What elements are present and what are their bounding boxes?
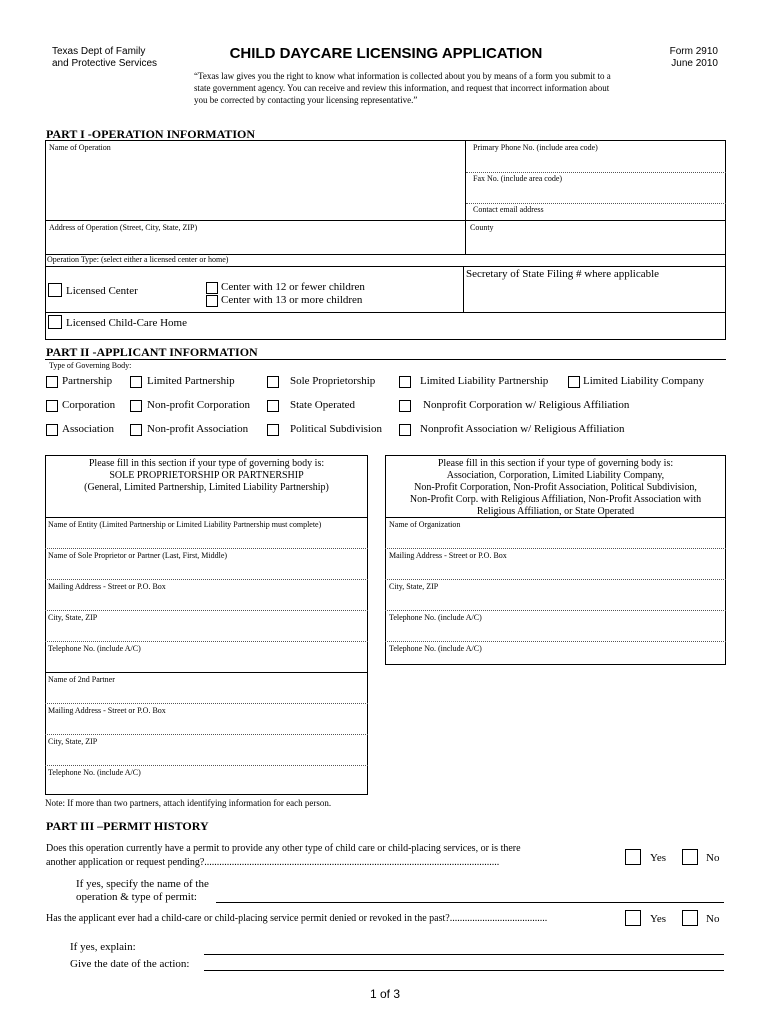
explain-label: If yes, explain: bbox=[70, 941, 136, 953]
nonprofit-corp-checkbox[interactable] bbox=[130, 400, 142, 412]
nonprofit-assoc-label: Non-profit Association bbox=[147, 423, 249, 435]
revoked-no-checkbox[interactable] bbox=[682, 910, 698, 926]
partner1-mailing-input[interactable] bbox=[48, 593, 366, 608]
permit-yes-checkbox[interactable] bbox=[625, 849, 641, 865]
form-id bbox=[640, 46, 718, 70]
permit-name-input[interactable] bbox=[216, 888, 724, 901]
county-label: County bbox=[470, 223, 494, 232]
entity-name-label: Name of Entity (Limited Partnership or Limited Liability Partnership must complete) bbox=[48, 520, 322, 529]
address-label: Address of Operation (Street, City, State, ZIP) bbox=[49, 223, 198, 232]
fax-label: Fax No. (include area code) bbox=[473, 174, 563, 183]
partner1-phone-label: Telephone No. (include A/C) bbox=[48, 644, 141, 653]
page-title: CHILD DAYCARE LICENSING APPLICATION bbox=[229, 45, 543, 62]
right-section-heading bbox=[386, 458, 725, 518]
nonprofit-corp-religious-checkbox[interactable] bbox=[399, 400, 411, 412]
nonprofit-corp-label: Non-profit Corporation bbox=[147, 399, 250, 411]
secretary-of-state-input[interactable] bbox=[466, 282, 722, 310]
left-rule-4 bbox=[45, 641, 368, 642]
left-rule-5 bbox=[45, 672, 368, 673]
org-phone2-label: Telephone No. (include A/C) bbox=[389, 644, 482, 653]
revoked-question: Has the applicant ever had a child-care or child-placing service permit denied or revoked in the past?....................................... bbox=[46, 913, 548, 924]
llp-checkbox[interactable] bbox=[399, 376, 411, 388]
address-input[interactable] bbox=[48, 235, 460, 253]
center-12-or-fewer-label: Center with 12 or fewer children bbox=[221, 281, 365, 293]
organization-name-input[interactable] bbox=[388, 531, 724, 546]
licensed-home-checkbox[interactable] bbox=[48, 315, 62, 329]
part1-divider bbox=[465, 140, 466, 255]
revoked-no-label: No bbox=[706, 913, 720, 925]
permit-yes-label: Yes bbox=[650, 852, 667, 864]
llc-label: Limited Liability Company bbox=[583, 375, 704, 387]
left-rule-6 bbox=[45, 703, 368, 704]
sole-proprietor-name-input[interactable] bbox=[48, 562, 366, 577]
right-rule-4 bbox=[385, 641, 726, 642]
corporation-checkbox[interactable] bbox=[46, 400, 58, 412]
org-phone-label: Telephone No. (include A/C) bbox=[389, 613, 482, 622]
partnership-label: Partnership bbox=[62, 375, 113, 387]
left-rule-3 bbox=[45, 610, 368, 611]
left-heading-line-2: SOLE PROPRIETORSHIP OR PARTNERSHIP bbox=[109, 470, 304, 481]
page-number: 1 of 3 bbox=[369, 987, 401, 1001]
primary-phone-input[interactable] bbox=[468, 155, 722, 171]
nonprofit-assoc-religious-label: Nonprofit Association w/ Religious Affiliation bbox=[420, 423, 625, 435]
form-date: June 2010 bbox=[671, 58, 718, 69]
partner2-name-label: Name of 2nd Partner bbox=[48, 675, 115, 684]
state-operated-checkbox[interactable] bbox=[267, 400, 279, 412]
partner2-city-label: City, State, ZIP bbox=[48, 737, 98, 746]
form-number: Form 2910 bbox=[669, 46, 718, 57]
name-of-operation-label: Name of Operation bbox=[49, 143, 111, 152]
permit-no-label: No bbox=[706, 852, 720, 864]
part3-title: PART III –PERMIT HISTORY bbox=[46, 819, 209, 833]
permit-question bbox=[46, 842, 521, 870]
political-subdivision-label: Political Subdivision bbox=[290, 423, 382, 435]
sos-divider bbox=[463, 266, 464, 312]
left-rule-2 bbox=[45, 579, 368, 580]
action-date-input[interactable] bbox=[204, 957, 724, 970]
part1-title: PART I -OPERATION INFORMATION bbox=[46, 127, 256, 141]
partner2-phone-input[interactable] bbox=[48, 779, 366, 794]
partner2-phone-label: Telephone No. (include A/C) bbox=[48, 768, 141, 777]
operation-type-label: Operation Type: (select either a licensed center or home) bbox=[47, 255, 229, 264]
state-operated-label: State Operated bbox=[290, 399, 356, 411]
permit-question-line-2: another application or request pending?...................................................................................................................... bbox=[46, 857, 500, 868]
licensed-home-label: Licensed Child-Care Home bbox=[66, 317, 187, 329]
association-checkbox[interactable] bbox=[46, 424, 58, 436]
left-rule-1 bbox=[45, 548, 368, 549]
email-input[interactable] bbox=[468, 206, 722, 219]
governing-body-label: Type of Governing Body: bbox=[49, 361, 132, 370]
right-rule-3 bbox=[385, 610, 726, 611]
optype-label-divider bbox=[45, 266, 726, 267]
privacy-notice: “Texas law gives you the right to know what information is collected about you by means of a form you submit to a state government agency. You can receive and review this information, and request that incorrect information about you be corrected by contacting your licensing representative.” bbox=[194, 71, 611, 105]
entity-name-input[interactable] bbox=[48, 531, 366, 546]
primary-phone-label: Primary Phone No. (include area code) bbox=[473, 143, 598, 152]
action-date-rule bbox=[204, 970, 724, 971]
name-of-operation-input[interactable] bbox=[48, 155, 460, 217]
revoked-yes-checkbox[interactable] bbox=[625, 910, 641, 926]
right-heading-line-2: Association, Corporation, Limited Liability Company, bbox=[446, 470, 665, 481]
left-heading-line-1: Please fill in this section if your type of governing body is: bbox=[88, 458, 325, 469]
sole-proprietor-name-label: Name of Sole Proprietor or Partner (Last, First, Middle) bbox=[48, 551, 228, 560]
right-heading-line-4: Non-Profit Corp. with Religious Affiliation, Non-Profit Association with bbox=[409, 494, 702, 505]
licensed-center-label: Licensed Center bbox=[66, 285, 138, 297]
association-label: Association bbox=[62, 423, 114, 435]
right-rule-1 bbox=[385, 548, 726, 549]
corporation-label: Corporation bbox=[62, 399, 116, 411]
org-phone-input[interactable] bbox=[388, 624, 724, 639]
nonprofit-assoc-religious-checkbox[interactable] bbox=[399, 424, 411, 436]
center-12-or-fewer-checkbox[interactable] bbox=[206, 282, 218, 294]
org-city-input[interactable] bbox=[388, 593, 724, 608]
org-mailing-label: Mailing Address - Street or P.O. Box bbox=[389, 551, 507, 560]
revoked-yes-label: Yes bbox=[650, 913, 667, 925]
nonprofit-corp-religious-label: Nonprofit Corporation w/ Religious Affiliation bbox=[423, 399, 630, 411]
llc-checkbox[interactable] bbox=[568, 376, 580, 388]
org-city-label: City, State, ZIP bbox=[389, 582, 439, 591]
permit-followup-line-2: operation & type of permit: bbox=[76, 891, 197, 903]
partner1-city-label: City, State, ZIP bbox=[48, 613, 98, 622]
political-subdivision-checkbox[interactable] bbox=[267, 424, 279, 436]
limited-partnership-checkbox[interactable] bbox=[130, 376, 142, 388]
left-section-heading bbox=[46, 458, 367, 494]
center-13-or-more-label: Center with 13 or more children bbox=[221, 294, 363, 306]
action-date-label: Give the date of the action: bbox=[70, 958, 190, 970]
right-rule-0 bbox=[385, 517, 726, 518]
fax-divider bbox=[466, 203, 726, 204]
secretary-of-state-label: Secretary of State Filing # where applicable bbox=[466, 268, 660, 280]
org-mailing-input[interactable] bbox=[388, 562, 724, 577]
partner1-mailing-label: Mailing Address - Street or P.O. Box bbox=[48, 582, 166, 591]
agency-name bbox=[52, 46, 157, 70]
email-label: Contact email address bbox=[473, 205, 544, 214]
agency-line-2: and Protective Services bbox=[52, 58, 158, 69]
right-heading-line-5: Religious Affiliation, or State Operated bbox=[476, 506, 635, 517]
permit-name-rule bbox=[216, 902, 724, 903]
permit-no-checkbox[interactable] bbox=[682, 849, 698, 865]
partner1-phone-input[interactable] bbox=[48, 655, 366, 670]
county-input[interactable] bbox=[468, 235, 722, 253]
agency-line-1: Texas Dept of Family bbox=[52, 46, 146, 57]
partnership-checkbox[interactable] bbox=[46, 376, 58, 388]
part2-title: PART II -APPLICANT INFORMATION bbox=[46, 345, 258, 359]
right-rule-2 bbox=[385, 579, 726, 580]
org-phone2-input[interactable] bbox=[388, 655, 724, 664]
partner2-city-input[interactable] bbox=[48, 748, 366, 763]
partner1-city-input[interactable] bbox=[48, 624, 366, 639]
part2-rule bbox=[45, 359, 726, 360]
address-divider bbox=[45, 220, 726, 221]
sole-proprietorship-checkbox[interactable] bbox=[267, 376, 279, 388]
explain-rule bbox=[204, 954, 724, 955]
left-heading-line-3: (General, Limited Partnership, Limited Liability Partnership) bbox=[84, 482, 329, 493]
licensed-center-checkbox[interactable] bbox=[48, 283, 62, 297]
partner2-mailing-input[interactable] bbox=[48, 717, 366, 732]
fax-input[interactable] bbox=[468, 186, 722, 202]
explain-input[interactable] bbox=[204, 940, 724, 954]
right-heading-line-3: Non-Profit Corporation, Non-Profit Association, Political Subdivision, bbox=[414, 482, 697, 493]
left-rule-8 bbox=[45, 765, 368, 766]
partner2-mailing-label: Mailing Address - Street or P.O. Box bbox=[48, 706, 166, 715]
llp-label: Limited Liability Partnership bbox=[420, 375, 549, 387]
left-rule-0 bbox=[45, 517, 368, 518]
right-heading-line-1: Please fill in this section if your type of governing body is: bbox=[437, 458, 674, 469]
nonprofit-assoc-checkbox[interactable] bbox=[130, 424, 142, 436]
sole-proprietorship-label: Sole Proprietorship bbox=[290, 375, 376, 387]
permit-question-line-1: Does this operation currently have a permit to provide any other type of child care or child-placing services, or is there bbox=[46, 843, 521, 854]
permit-followup bbox=[76, 878, 209, 904]
home-divider bbox=[45, 312, 726, 313]
permit-followup-line-1: If yes, specify the name of the bbox=[76, 878, 209, 890]
organization-name-label: Name of Organization bbox=[389, 520, 461, 529]
phone-divider bbox=[466, 172, 726, 173]
limited-partnership-label: Limited Partnership bbox=[147, 375, 235, 387]
center-13-or-more-checkbox[interactable] bbox=[206, 295, 218, 307]
left-rule-7 bbox=[45, 734, 368, 735]
partner2-name-input[interactable] bbox=[48, 686, 366, 701]
partners-note: Note: If more than two partners, attach identifying information for each person. bbox=[45, 798, 332, 808]
